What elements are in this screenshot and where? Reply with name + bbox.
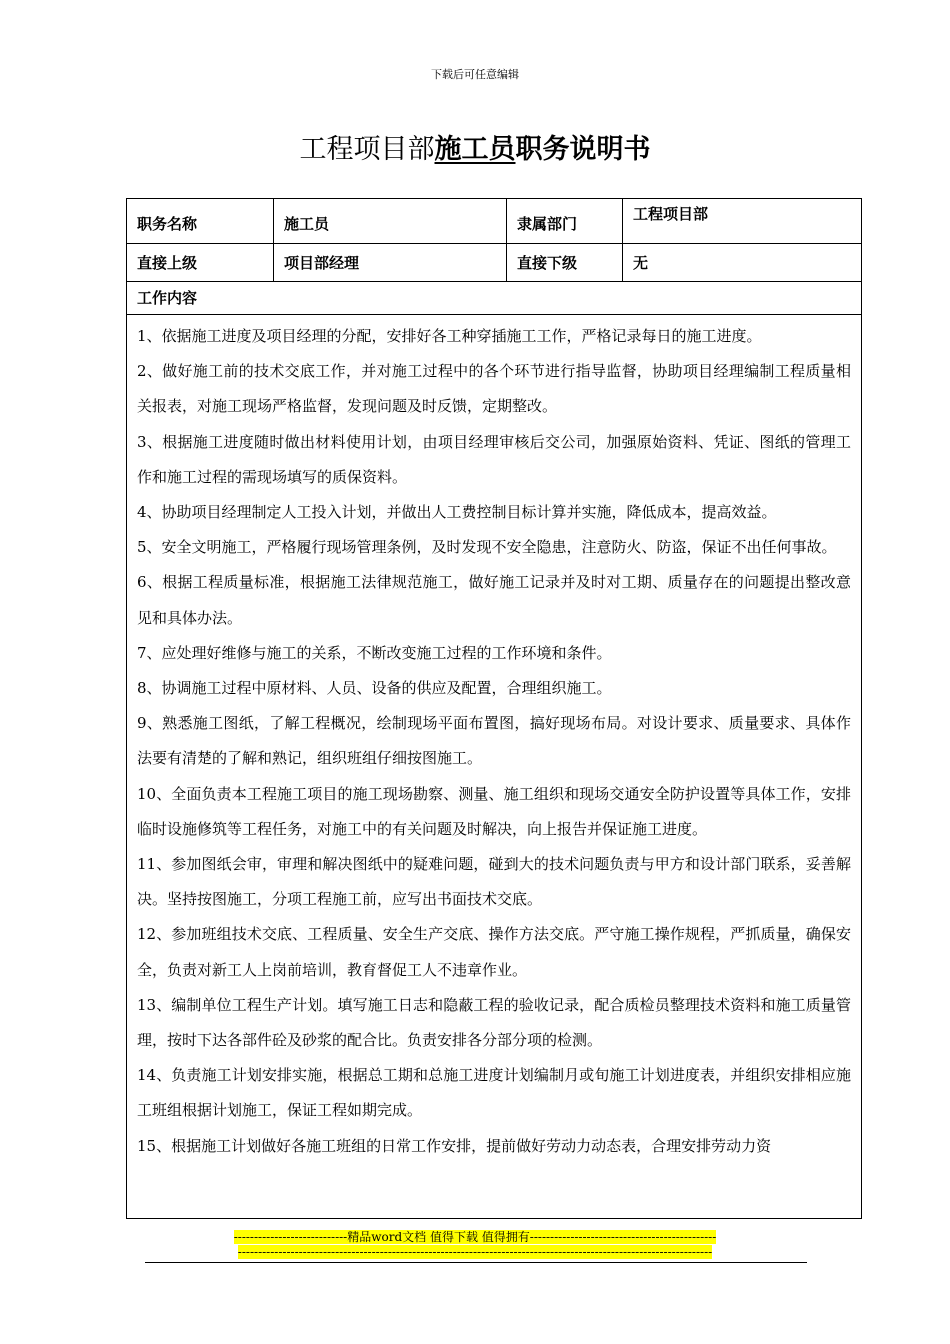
work-item: 12、参加班组技术交底、工程质量、安全生产交底、操作方法交底。严守施工操作规程，严抓质量，确保安全，负责对新工人上岗前培训，教育督促工人不违章作业。 bbox=[137, 925, 851, 979]
work-item: 3、根据施工进度随时做出材料使用计划，由项目经理审核后交公司，加强原始资料、凭证、图纸的管理工作和施工过程的需现场填写的质保资料。 bbox=[137, 432, 851, 486]
work-item: 4、协助项目经理制定人工投入计划，并做出人工费控制目标计算并实施，降低成本，提高效益。 bbox=[137, 503, 777, 522]
subordinate-label: 直接下级 bbox=[507, 244, 623, 282]
footer-dashes-text: --------------------------------------------------------------------------------------------------------------------- bbox=[237, 1245, 713, 1259]
footer-banner bbox=[0, 1230, 950, 1244]
job-name-label: 职务名称 bbox=[127, 199, 274, 244]
work-content-heading: 工作内容 bbox=[127, 276, 861, 315]
document-title bbox=[0, 130, 950, 170]
work-item: 6、根据工程质量标准，根据施工法律规范施工，做好施工记录并及时对工期、质量存在的问题提出整改意见和具体办法。 bbox=[137, 573, 851, 627]
work-content-section bbox=[126, 276, 862, 1219]
header-note: 下载后可任意编辑 bbox=[431, 68, 519, 81]
work-item: 10、全面负责本工程施工项目的施工现场勘察、测量、施工组织和现场交通安全防护设置等具体工作，安排临时设施修筑等工程任务，对施工中的有关问题及时解决，向上报告并保证施工进度。 bbox=[137, 784, 851, 838]
work-item: 7、应处理好维修与施工的关系，不断改变施工过程的工作环境和条件。 bbox=[137, 643, 612, 662]
job-info-table bbox=[126, 198, 862, 282]
dept-label: 隶属部门 bbox=[507, 199, 623, 244]
work-item: 1、依据施工进度及项目经理的分配，安排好各工种穿插施工工作，严格记录每日的施工进度。 bbox=[137, 327, 762, 345]
work-item: 15、根据施工计划做好各施工班组的日常工作安排，提前做好劳动力动态表，合理安排劳动力资 bbox=[137, 1136, 772, 1155]
title-part-position: 施工员 bbox=[434, 134, 516, 165]
work-item: 2、做好施工前的技术交底工作，并对施工过程中的各个环节进行指导监督，协助项目经理编制工程质量相关报表，对施工现场严格监督，发现问题及时反馈，定期整改。 bbox=[137, 362, 851, 416]
job-info-row-1 bbox=[127, 199, 862, 244]
footer-dashes bbox=[0, 1245, 950, 1259]
title-part-department: 工程项目部 bbox=[299, 134, 435, 165]
superior-value: 项目部经理 bbox=[274, 244, 507, 282]
work-item: 13、编制单位工程生产计划。填写施工日志和隐蔽工程的验收记录，配合质检员整理技术资料和施工质量管理，按时下达各部件砼及砂浆的配合比。负责安排各分部分项的检测。 bbox=[137, 995, 851, 1050]
work-item: 9、熟悉施工图纸，了解工程概况，绘制现场平面布置图，搞好现场布局。对设计要求、质量要求、具体作法要有清楚的了解和熟记，组织班组仔细按图施工。 bbox=[137, 714, 851, 768]
footer-rule bbox=[145, 1262, 807, 1263]
work-content-list bbox=[127, 315, 861, 1164]
work-item: 14、负责施工计划安排实施，根据总工期和总施工进度计划编制月或旬施工计划进度表，并组织安排相应施工班组根据计划施工，保证工程如期完成。 bbox=[137, 1066, 851, 1120]
work-item: 11、参加图纸会审，审理和解决图纸中的疑难问题，碰到大的技术问题负责与甲方和设计部门联系，妥善解决。坚持按图施工，分项工程施工前，应写出书面技术交底。 bbox=[137, 855, 851, 909]
title-part-suffix: 职务说明书 bbox=[515, 134, 651, 165]
job-name-value: 施工员 bbox=[274, 199, 507, 244]
footer-banner-text: ----------------------------精品word文档 值得下载 值得拥有---------------------------------------------- bbox=[233, 1230, 717, 1244]
work-item: 8、协调施工过程中原材料、人员、设备的供应及配置，合理组织施工。 bbox=[137, 679, 612, 698]
superior-label: 直接上级 bbox=[127, 244, 274, 282]
work-item: 5、安全文明施工，严格履行现场管理条例，及时发现不安全隐患，注意防火、防盗，保证不出任何事故。 bbox=[137, 538, 837, 557]
subordinate-value: 无 bbox=[623, 244, 862, 282]
dept-value: 工程项目部 bbox=[623, 199, 862, 244]
